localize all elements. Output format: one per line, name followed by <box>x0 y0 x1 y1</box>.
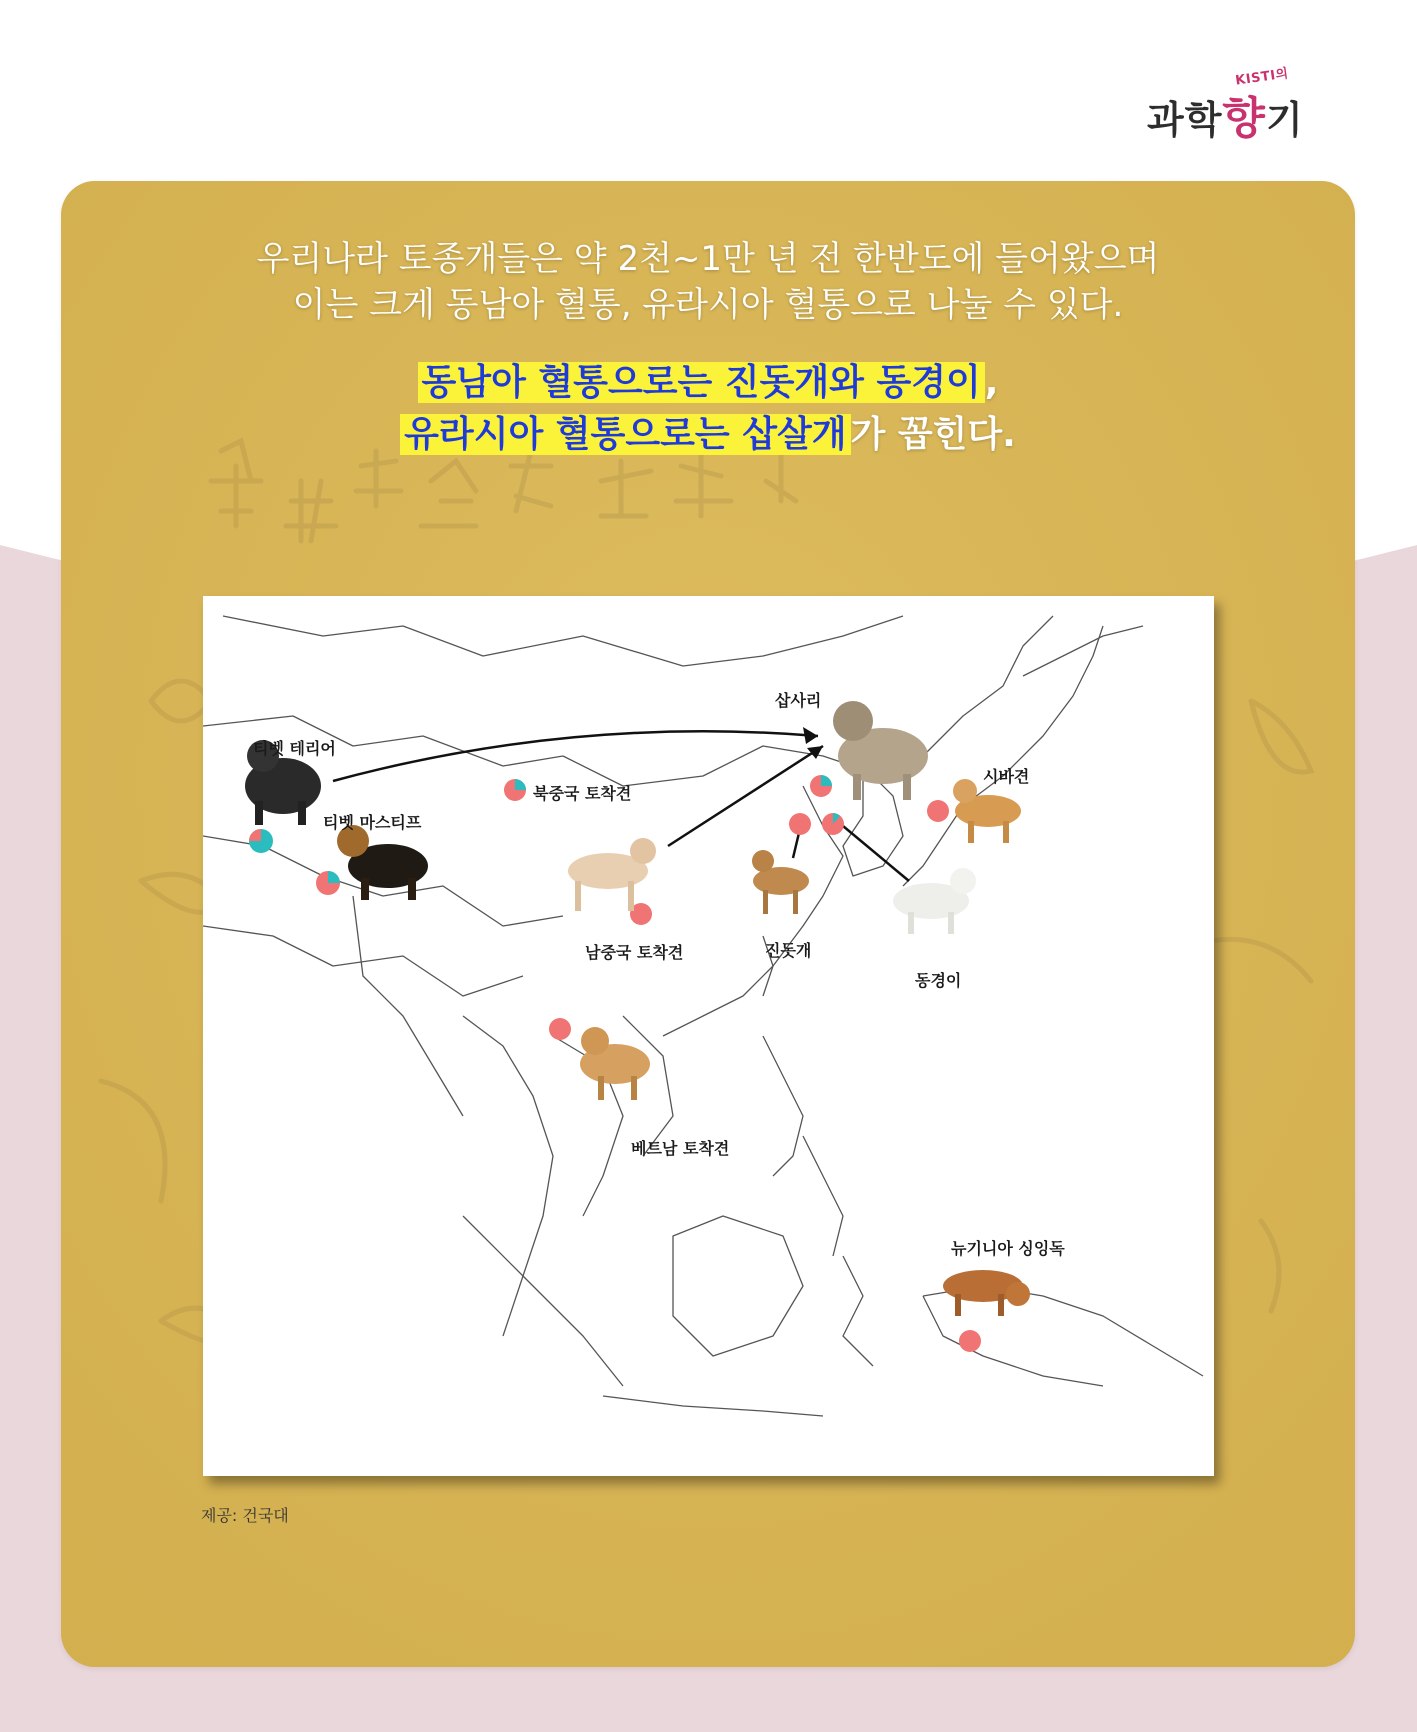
highlight-rest-1: , <box>984 362 999 403</box>
pie-shiba <box>927 800 949 822</box>
pie-tibetan-terrier <box>249 829 273 853</box>
highlight-mark-2: 유라시아 혈통으로는 삽살개 <box>400 414 850 455</box>
label-shiba: 시바견 <box>983 767 1030 786</box>
pie-new-guinea <box>959 1330 981 1352</box>
headline-line-2: 이는 크게 동남아 혈통, 유라시아 혈통으로 나눌 수 있다. <box>292 285 1124 325</box>
highlight-rest-2: 가 꼽힌다. <box>850 414 1016 455</box>
logo-suffix: 기 <box>1265 98 1304 142</box>
label-jindo: 진돗개 <box>765 941 812 960</box>
donggyeong-pointer-line <box>843 826 909 881</box>
label-donggyeong: 동경이 <box>915 971 962 990</box>
pie-vietnam <box>549 1018 571 1040</box>
image-credit: 제공: 건국대 <box>201 1506 289 1525</box>
pie-sapsari <box>810 775 832 797</box>
pie-jindo <box>789 813 811 835</box>
asia-map-graphic <box>203 596 1214 1476</box>
label-new-guinea: 뉴기니아 싱잉독 <box>951 1239 1065 1258</box>
label-tibetan-terrier: 티벳 테리어 <box>253 739 336 758</box>
pie-tibetan-mastiff <box>316 871 340 895</box>
dog-vietnam <box>580 1027 650 1100</box>
kisti-logo <box>1127 66 1327 144</box>
dog-south-china <box>568 838 656 911</box>
coastline-outlines <box>203 616 1203 1416</box>
headline-line-1: 우리나라 토종개들은 약 2천~1만 년 전 한반도에 들어왔으며 <box>256 239 1160 279</box>
logo-prefix: 과학 <box>1147 98 1223 142</box>
dog-new-guinea <box>943 1270 1030 1316</box>
dog-illustrations <box>245 701 1030 1316</box>
dog-sapsari <box>833 701 928 800</box>
pie-north-china <box>504 779 526 801</box>
content-card <box>61 181 1355 1667</box>
pie-donggyeong <box>822 813 844 835</box>
logo-accent: 향 <box>1222 93 1266 144</box>
dog-tibetan-mastiff <box>337 825 428 900</box>
highlight-line-1 <box>61 359 1355 407</box>
highlight-line-2 <box>61 411 1355 459</box>
label-tibetan-mastiff: 티벳 마스티프 <box>323 813 422 832</box>
dog-jindo <box>752 850 809 914</box>
label-south-china: 남중국 토착견 <box>585 943 684 962</box>
logo-superscript: KISTI의 <box>1234 66 1290 89</box>
arrowhead-1 <box>803 727 818 744</box>
label-vietnam: 베트남 토착견 <box>631 1139 730 1158</box>
highlight-mark-1: 동남아 혈통으로는 진돗개와 동경이 <box>418 362 985 403</box>
label-sapsari: 삽사리 <box>775 691 822 710</box>
logo-wordmark <box>1147 82 1304 146</box>
arrowhead-2 <box>807 746 823 759</box>
label-north-china: 북중국 토착견 <box>533 784 632 803</box>
dog-lineage-map <box>203 596 1214 1476</box>
